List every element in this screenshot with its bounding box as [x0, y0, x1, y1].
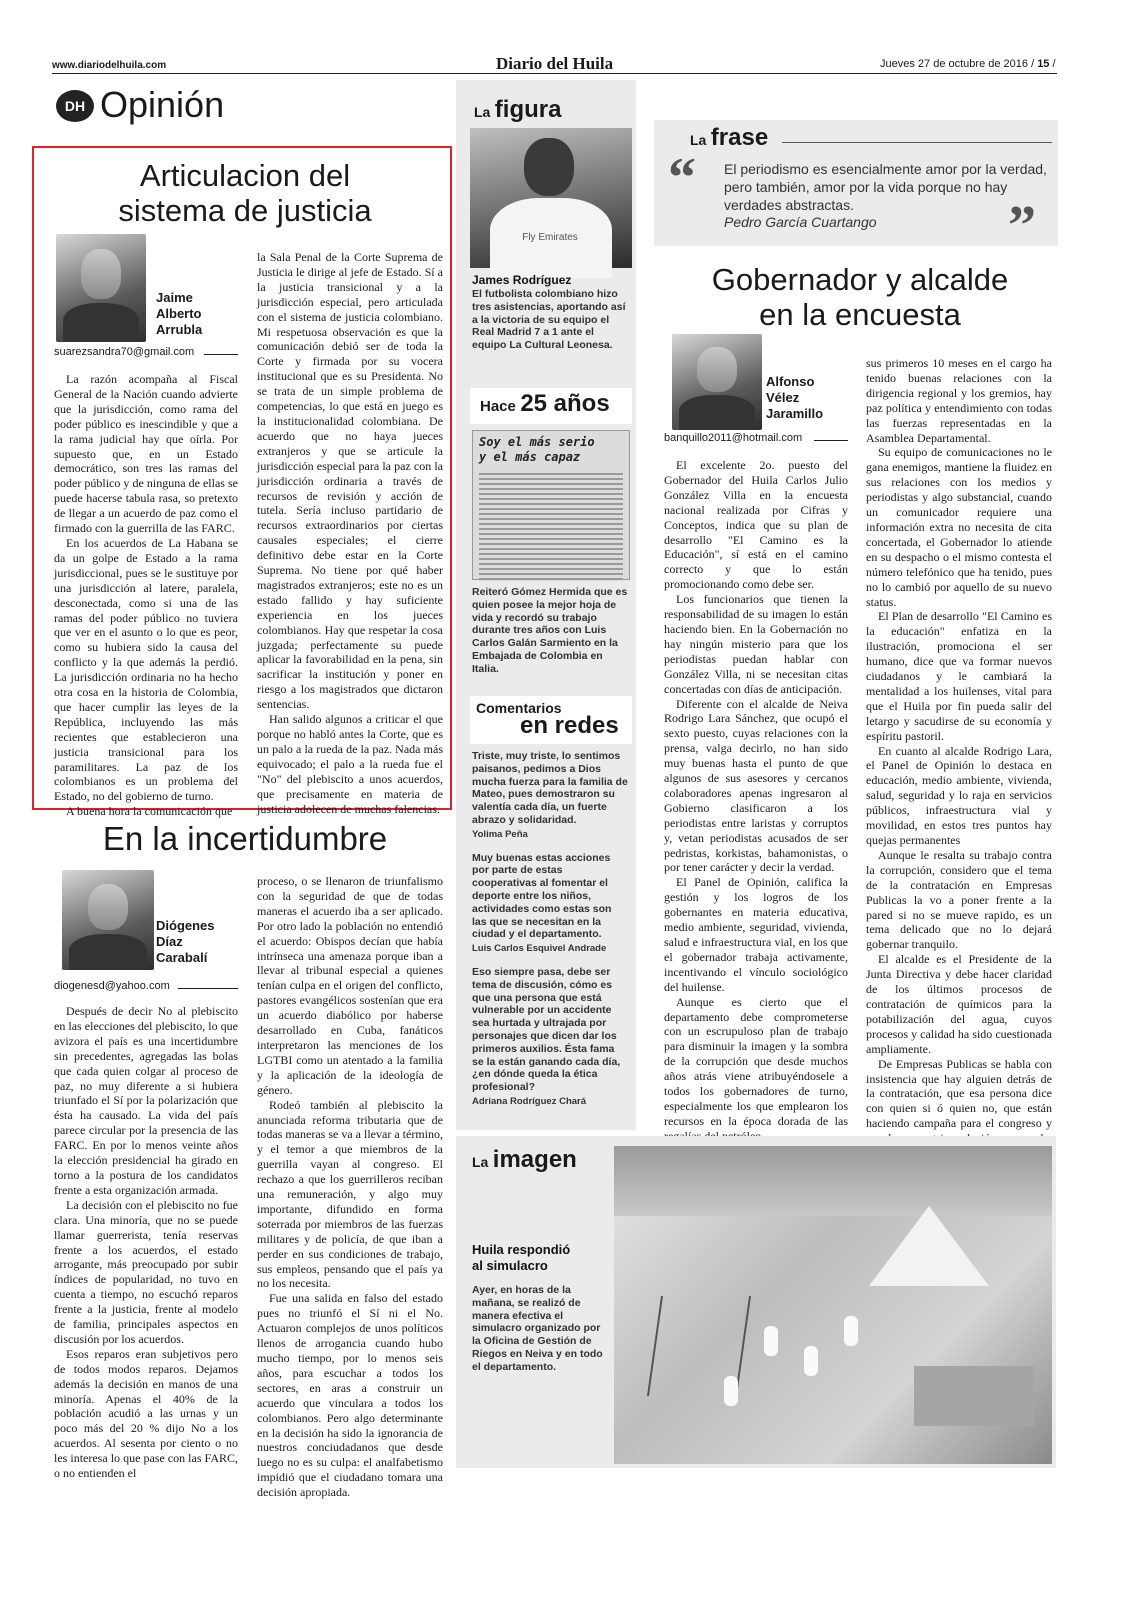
figura-photo	[470, 128, 632, 268]
paragraph: A buena hora la comunicación que	[66, 804, 233, 819]
header-date: Jueves 27 de octubre de 2016 / 15 /	[880, 58, 1056, 70]
masthead-pre: Diario del	[496, 54, 573, 73]
article1-title	[60, 158, 430, 228]
redes-label-small: Comentarios	[476, 700, 562, 716]
article3-title-line1: Gobernador y alcalde	[711, 262, 1009, 297]
author-name-diaz	[156, 918, 215, 966]
paragraph: En cuanto al alcalde Rodrigo Lara, el Panel de Opinión lo destaca en educación, medio ambiente, vivienda, salud, seguridad y lo raja en servicios públicos, infraestructura vial y movilidad, en estos tres puntos hay quejas permanentes	[866, 743, 1052, 847]
hace25-label	[480, 390, 610, 418]
open-quote-icon: “	[668, 147, 696, 209]
author-line: Alberto	[156, 306, 202, 321]
author-photo-diaz	[62, 870, 154, 970]
paragraph: La razón acompaña al Fiscal General de la Nación cuando advierte que la jurisdicción, como rama del poder público es inescindible y que a la rama judicial hay que oírla. Por supuesto que, en un Estado democrático, son tres las ramas del poder público y de ninguna de ellas se puede hacerse tabula rasa, so pretexto de llegar a un acuerdo de paz como el firmado con la guerrilla de las FARC.	[54, 372, 238, 536]
comment-author: Luis Carlos Esquivel Andrade	[472, 943, 607, 955]
label-big: 25 años	[520, 390, 610, 417]
comment-2: Muy buenas estas acciones por parte de estas cooperativas al fomentar el deporte entre los niños, actividades como estas son las que se necesitan en la ciudad y el departamento.	[472, 851, 612, 941]
clipping-headline: y el más capaz	[479, 450, 581, 464]
paragraph: El Plan de desarrollo "El Camino es la educación" enfatiza en la ilustración, promociona el ser humano, dice que va formar nuevos ciudadanos y le cambiará la mentalidad a los huilenses, vital para que el Huila por fin pueda salir del letargo y sacudirse de su economía y espíritu pastoril.	[866, 609, 1052, 743]
comment-3: Eso siempre pasa, debe ser tema de discusión, cómo es que una persona que está vulnerable por un accidente sea hurtada y ultrajada por personajes que dicen dar los primeros auxilios. Ésta fama se la están ganando cada día, ¿en dónde queda la ética profesional?	[472, 965, 621, 1094]
headline-line: Huila respondió	[472, 1242, 571, 1257]
frase-rule	[782, 142, 1052, 143]
paragraph: Fue una salida en falso del estado pues no triunfó el Sí ni el No. Actuaron complejos de unos políticos llenos de arrogancia cuando hubo mucho tiempo, por lo menos seis años, para escuchar a todos los sectores, en aras a construir un acuerdo que vinculara a todos los colombianos. Pero algo determinante en la decisión ha sido la ignorancia de nuestros conciudadanos que desde luego no es su culpa: el analfabetismo impidió que el ciudadano tomara una decisión apropiada.	[257, 1291, 443, 1500]
article2-title: En la incertidumbre	[102, 820, 388, 857]
author-photo-velez	[672, 334, 762, 430]
masthead-bold: Huila	[572, 54, 614, 73]
paragraph: Aunque es cierto que el departamento debe comprometerse con un escrupuloso plan de trabajo para disminuir la imagen y la sombra de la corrupción que desde muchos años atrás viene atribuyéndosele a todos los gobernadores de turno, especialmente los que emplearon los recursos en la época dorada de las	[664, 994, 848, 1128]
paragraph: la Sala Penal de la Corte Suprema de Justicia le dirige al jefe de Estado. Sí a la justicia transicional y a la jurisdicción especial, pero articulada con el sistema de justicia colombiano. Mi respetuosa observación es que la comunicación debió ser de toda la Corte y firmada por su vocera institucional que es su Presidenta. No se trata de un simple problema de competencias, lo que está en juego es la institucionalidad colombiana. De acuerdo que no haya jueces extranjeros y que se articule la jurisdicción especial para la paz con la jurisdicción ordinaria a través de recursos de revisión y acción de tutela. Sería incluso partidario de recursos extraordinarios por ciertas causales especiales; el cierre definitivo debe estar en la Corte Suprema. No tiene por qué haber magistrados extranjeros; este no es un estado fallido y hay suficiente experiencia en los jueces colombianos. Hay que respetar la cosa juzgada; perfectamente su puede aplicar la favorabilidad en la pena, sin sacrificar la institución y poner en riesgo a los magistrados que dictaron sentencias.	[257, 250, 443, 712]
paragraph: En los acuerdos de La Habana se da un golpe de Estado a la rama jurisdiccional, pues se le sustituye por una jurisdicción al latere, paralela, desconectada, como si una de las ramas del poder público no tuviera que ver en el asunto o lo que es peor, como su hubiera sido la causa del conflicto y la que además la perdió. La jurisdicción ordinaria no ha hecho otra cosa en la historia de Colombia, que hacer cumplir las leyes de la República, incluyendo las más recientes que establecieron una justicia transicional para los paramilitares. La paz de los colombianos es un problema del Estado, no del gobierno de turno.	[54, 535, 238, 804]
email-rule	[204, 354, 238, 355]
figura-label	[474, 96, 561, 124]
author-line: Carabalí	[156, 950, 208, 965]
redes-label-big: en redes	[520, 712, 619, 739]
article3-column2	[866, 356, 1052, 1131]
paragraph: Aunque le resalta su trabajo contra la corrupción, considero que el tema de la contratación en Empresas Publicas la vo a poner frente a la pared si no se mueve rapido, es un tema delicado que no lo dejará gobernar tranquilo.	[866, 847, 1052, 952]
author-photo-arrubla	[56, 234, 146, 342]
label-big: imagen	[492, 1146, 577, 1173]
paragraph: Su equipo de comunicaciones no le gana enemigos, mantiene la fluidez en sus relaciones con los medios y periodistas y algo substancial, cuando un comunicador requiere una información extra no necesita de cita concertada, el Gobernador lo atiende en su despacho o el mismo contesta el número telefónico que ha tenido, pues no lo cambió por aquello de su nuevo status.	[866, 445, 1052, 609]
page-number: 15	[1037, 58, 1050, 70]
hace25-caption: Reiteró Gómez Hermida que es quien posee la mejor hoja de vida y recordó su trabajo durante tres años con Luis Carlos Galán Sarmiento en la Embajada de Colombia en Italia.	[472, 586, 628, 675]
clipping-headline: Soy el más serio	[479, 435, 595, 449]
author-line: Jaime	[156, 290, 193, 305]
author-email[interactable]: suarezsandra70@gmail.com	[54, 346, 195, 358]
email-rule	[814, 440, 848, 441]
imagen-label	[472, 1146, 577, 1174]
paragraph: De Empresas Publicas se habla con insistencia que hay alguien detrás de la contratación, que esa persona dice con quien si ó quien no, que están haciendo campaña para el congreso y	[866, 1056, 1052, 1131]
article2-column1	[54, 1004, 238, 1481]
author-line: Díaz	[156, 934, 183, 949]
paragraph: El Panel de Opinión, califica la gestión y los logros de los gobernantes en materia educativa, medio ambiente, seguridad, vivienda, salud e infraestructura vial, en los que el gobernador trabaja activamente, incentivando el vínculo sociológico del huilense.	[664, 875, 848, 994]
label-small: Hace	[480, 398, 516, 415]
masthead	[496, 54, 613, 74]
author-line: Jaramillo	[766, 406, 824, 421]
figura-caption: El futbolista colombiano hizo tres asistencias, aportando así a la victoria de su equipo el Real Madrid 7 a 1 ante el equipo La Cultural Leonesa.	[472, 288, 626, 352]
imagen-headline	[472, 1242, 570, 1274]
author-name-arrubla	[156, 290, 202, 338]
paragraph: Los funcionarios que tienen la responsabilidad de su imagen lo están haciendo bien. En la Gobernación no hay ningún misterio para que los periodistas puedan hablar con González Villa, ni se necesitan citas concertadas con días de anticipación.	[664, 592, 848, 696]
frase-label	[690, 124, 768, 152]
dh-logo: DH	[56, 90, 94, 122]
frase-author: Pedro García Cuartango	[724, 214, 877, 230]
label-small: La	[472, 1154, 489, 1170]
article3-column1	[664, 458, 848, 1128]
header-rule	[52, 73, 1057, 74]
paragraph: Diferente con el alcalde de Neiva Rodrigo Lara Sánchez, que ocupó el sexto puesto, cuyas relaciones con la prensa, valga decirlo, no han sido muy buenas hasta el punto de que algunos de sus asesores y cercanos colaboradores apenas ingresaron al Gobierno clasificaron a los periodistas entre laristas y corruptos y, vetan periodistas acusados de ser pedristas, korkistas, bahamonistas, o por tener carácter y decir la verdad.	[664, 696, 848, 875]
paragraph: El excelente 2o. puesto del Gobernador del Huila Carlos Julio González Villa en la encuesta nacional realizada por Cifras y Conceptos, indica que su plan de desarrollo "El Camino es la Educación", sí está en el camino correcto y que lo están promocionando como debe ser.	[664, 458, 848, 592]
paragraph: proceso, o se llenaron de triunfalismo con la seguridad de que de todas maneras el acuerdo iba a ser aplicado. Por otro lado la población no entendió el acuerdo: Obispos decían que había intrínseca una amenaza porque iban a llevar al tribunal especial a quienes tenían culpa en el origen del conflicto, pastores evangélicos sostenían que era un acuerdo diabólico por haberse desarrollado en Cuba, fanáticos interpretaron las menciones de los LGTBI como un atentado a la familia y la aplicación de la ideología de género.	[257, 874, 443, 1097]
simulacro-photo	[614, 1146, 1052, 1464]
author-email[interactable]: diogenesd@yahoo.com	[54, 980, 170, 992]
author-line: Arrubla	[156, 322, 203, 337]
article1-title-line2: sistema de justicia	[118, 193, 372, 228]
close-quote-icon: ”	[1008, 195, 1036, 257]
article3-title	[660, 262, 1060, 332]
paragraph: Después de decir No al plebiscito en las elecciones del plebiscito, lo que avizora el país es una incertidumbre sin precedentes, agregadas las bolas que cada quien colgar al proceso de paz, no muy diferente a si hubiera triunfado el Sí por la polarización que ésta ha causado. La vida del país parece circular por la presencia de las FARC. En por lo menos veinte años la elección presidencial ha girado en torno a la postura de los candidatos frente a esta organización armada.	[54, 1004, 238, 1197]
frase-quote: El periodismo es esencialmente amor por la verdad, pero también, amor por la vida porque no hay verdades abstractas.	[724, 161, 1047, 213]
email-rule	[178, 988, 238, 989]
date-text: Jueves 27 de octubre de 2016	[880, 58, 1029, 70]
article1-column1	[54, 372, 238, 819]
article1-column2	[257, 250, 443, 816]
paragraph: La decisión con el plebiscito no fue clara. Una minoría, que no se puede llamar guerrerista, tenía reservas frente a los acuerdos, el estado arrogante, más preocupado por subir índices de popularidad, no tuvo en cuenta a tiempo, no escuchó reparos frente a la justicia, frente al modelo de familia, principales aspectos en discusión por los acuerdos.	[54, 1197, 238, 1346]
author-email[interactable]: banquillo2011@hotmail.com	[664, 432, 803, 444]
author-name-velez	[766, 374, 823, 422]
label-small: La	[690, 132, 707, 148]
article3-title-line2: en la encuesta	[759, 297, 961, 332]
paragraph: Esos reparos eran subjetivos pero de todos modos reparos. Dejamos además la decisión en manos de una minoría. Apenas el 40% de la población acudió a las urnas y un poco más del 20 % dijo No a los acuerdos. Al sesenta por ciento o no les interesa lo que pase con las FARC, o no entienden el	[54, 1346, 238, 1481]
jersey-text: Fly Emirates	[522, 232, 578, 243]
article2-column2	[257, 874, 443, 1500]
comment-1: Triste, muy triste, lo sentimos paisanos, pedimos a Dios mucha fuerza para la familia de Mateo, pues demostraron su valentía cada día, un fuerte abrazo y solidaridad.	[472, 750, 628, 826]
article1-title-line1: Articulacion del	[139, 158, 351, 193]
imagen-caption: Ayer, en horas de la mañana, se realizó de manera efectiva el simulacro organizado por la Oficina de Gestión de Riegos en Neiva y en todo el departamento.	[472, 1284, 603, 1373]
paragraph: Rodeó también al plebiscito la anunciada reforma tributaria que de todas maneras se va a llevar a término, y el temor a que miembros de la guerrilla vayan al congreso. El rechazo a que los guerrilleros reciban una remuneración, y algo muy importante, difundido en forma soterrada por miembros de las fuerzas militares y de policía, de que iban a perder en sus condiciones de trabajo, sus empleos, pensando que el país ya no los necesita.	[257, 1097, 443, 1291]
author-line: Vélez	[766, 390, 800, 405]
website-url[interactable]: www.diariodelhuila.com	[52, 60, 167, 71]
author-line: Alfonso	[766, 374, 815, 389]
paragraph: sus primeros 10 meses en el cargo ha tenido buenas relaciones con la dirigencia regional y los gremios, hay paz política y entendimiento con todas las fuerzas representadas en la Asamblea Departamental.	[866, 356, 1052, 445]
label-big: figura	[494, 96, 562, 123]
author-line: Diógenes	[156, 918, 215, 933]
label-small: La	[474, 104, 491, 120]
section-title: Opinión	[100, 84, 225, 125]
figura-name: James Rodríguez	[472, 273, 572, 287]
clipping-image	[472, 430, 630, 580]
comment-author: Yolima Peña	[472, 828, 528, 840]
label-big: frase	[710, 124, 769, 151]
redes-comments	[472, 750, 628, 1119]
comment-author: Adriana Rodríguez Chará	[472, 1095, 587, 1107]
paragraph: Han salido algunos a criticar el que porque no habló antes la Corte, que es un palo a la rueda de la paz. Nada más equivocado; el palo a la rueda fue el "No" del plebiscito a unos acuerdos, que precisamente en materia de justicia adolecen de muchas falencias.	[257, 712, 443, 816]
paragraph: El alcalde es el Presidente de la Junta Directiva y debe hacer claridad de los últimos procesos de contratación de químicos para la potabilización del agua, cuyos procesos y calidad ha sido cuestionada ampliamente.	[866, 952, 1052, 1056]
headline-line: al simulacro	[472, 1258, 548, 1273]
